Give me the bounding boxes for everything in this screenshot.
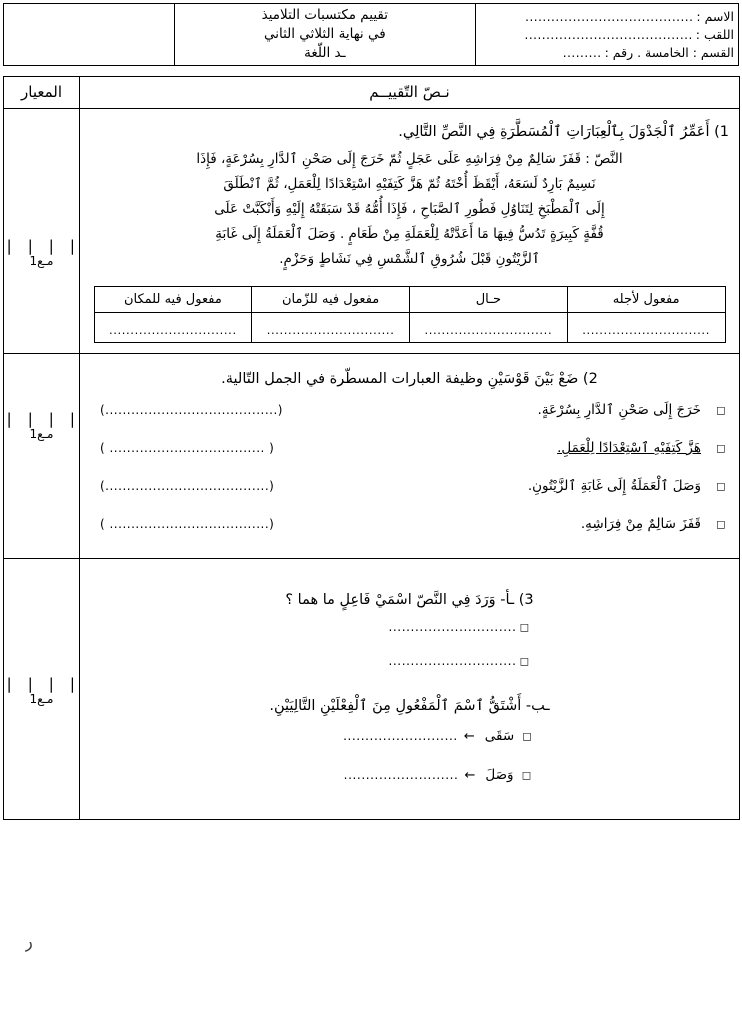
identity-row-class — [480, 44, 734, 62]
criterion-mark-1 — [4, 239, 79, 269]
question-3a-answer-field[interactable]: ............................. — [388, 620, 517, 634]
square-bullet-icon: ◻ — [716, 479, 726, 493]
question-1-cell — [80, 109, 740, 354]
question-2-item — [90, 514, 729, 535]
criterion-label-3: مـع1 — [29, 692, 54, 706]
arrow-left-icon: ← — [463, 729, 475, 744]
header-blank-cell — [4, 4, 175, 66]
identity-label-class: القسم : الخامسة . رقم : — [604, 44, 734, 60]
square-bullet-icon: ◻ — [519, 654, 530, 668]
question-2-sentence: هَزَّ كَتِفَيْهِ ٱسْتِعْدَادًا لِلْعَمَلِ. — [557, 440, 701, 456]
question-2-answer-field[interactable]: (......................................) — [100, 479, 275, 493]
square-bullet-icon: ◻ — [716, 403, 726, 417]
assessment-table-header-row — [4, 77, 740, 109]
criterion-2-cell — [4, 354, 80, 559]
question-2-title: 2) ضَعْ بَيْنَ قَوْسَيْنِ وظيفة العبارات المسطّرة في الجمل التّالية. — [221, 371, 598, 387]
grammar-grid-header: مفعول فيه للزّمان — [252, 287, 410, 313]
grammar-grid-header: مفعول لأجله — [567, 287, 725, 313]
grammar-grid-header-row — [94, 287, 725, 313]
grammar-grid-answer-field[interactable]: .............................. — [410, 313, 568, 343]
criterion-mark-2 — [4, 412, 79, 442]
question-3-block — [80, 559, 739, 819]
passage-line: قُفَّةٍ كَبِيرَةٍ تَدُسُّ فِيهَا مَا أَعَدَّتْهُ لِلْعَمَلَةِ مِنْ طَعَامٍ . وَصَلَ ٱلْعَمَلَةُ إِلَى غَابَةِ — [215, 226, 604, 242]
criterion-tally-1: | | | | — [4, 237, 79, 255]
grammar-grid-answer-field[interactable]: .............................. — [567, 313, 725, 343]
square-bullet-icon: ◻ — [716, 517, 726, 531]
question-3b-verb: سَقَى — [484, 728, 515, 744]
identity-label-name: الاسم : — [696, 8, 734, 24]
question-3b-row — [90, 764, 729, 787]
handwritten-mark-icon: ر — [22, 931, 35, 953]
question-2-sentence: وَصَلَ ٱلْعَمَلَةُ إِلَى غَابَةِ ٱلزَّيْتُونِ. — [527, 478, 701, 494]
criterion-label-2: مـع1 — [29, 427, 54, 441]
square-bullet-icon: ◻ — [522, 729, 533, 743]
exam-title-line-1: تقييم مكتسبات التلاميذ — [261, 7, 389, 23]
identity-row-name — [480, 8, 734, 26]
question-3b-row — [90, 725, 729, 748]
passage-line: نَسِيمٌ بَارِدٌ لَسَعَهُ، أَيْقَظَ أُخْتَهُ ثُمّ هَزَّ كَتِفَيْهِ اسْتِعْدَادًا لِلْعَمَلِ، ثُمَّ ٱنْطَلَقَ — [223, 176, 596, 192]
question-3-cell — [80, 559, 740, 820]
identity-label-surname: اللقب : — [695, 26, 734, 42]
question-3b-verb: وَصَلَ — [485, 767, 514, 783]
question-3a-answer-row — [90, 617, 729, 637]
question-2-sentence: قَفَزَ سَالِمٌ مِنْ فِرَاشِهِ. — [580, 516, 701, 532]
identity-field-name[interactable]: ....................................... — [525, 9, 694, 24]
header-row — [4, 4, 739, 66]
passage-text — [92, 147, 727, 272]
criterion-label-1: مـع1 — [29, 254, 54, 268]
exam-title-cell — [174, 4, 475, 66]
question-2-items — [90, 400, 729, 535]
column-header-text: نـصّ التّقييــم — [80, 77, 740, 109]
question-3a-answers — [90, 617, 729, 671]
square-bullet-icon: ◻ — [521, 768, 532, 782]
grammar-grid-answer-field[interactable]: .............................. — [94, 313, 252, 343]
square-bullet-icon: ◻ — [716, 441, 726, 455]
column-header-criterion: المعيار — [4, 77, 80, 109]
grammar-grid-header: حـال — [410, 287, 568, 313]
arrow-left-icon: ← — [464, 768, 476, 783]
identity-field-surname[interactable]: ....................................... — [524, 27, 693, 42]
question-3b-title: ـب- أَشْتَقُّ ٱسْمَ ٱلْمَفْعُولِ مِنَ ٱلْفِعْلَيْنِ التَّالِيَيْنِ. — [269, 698, 550, 714]
criterion-1-cell — [4, 109, 80, 354]
question-row-1 — [4, 109, 740, 354]
exam-title-line-3: ـد اللّغة — [304, 45, 346, 61]
identity-field-class[interactable]: ......... — [562, 45, 602, 60]
grammar-grid-answer-row — [94, 313, 725, 343]
identity-row-surname — [480, 26, 734, 44]
question-3a-title: 3) ـأ- وَرَدَ فِي النَّصّ اسْمَيْ فَاعِلٍ ما هما ؟ — [285, 592, 534, 608]
grammar-grid-table — [94, 286, 726, 343]
question-2-cell — [80, 354, 740, 559]
question-3a-answer-row — [90, 651, 729, 671]
question-1-title: 1) أَعَمِّرُ ٱلْجَدْوَلَ بِٱلْعِبَارَاتِ ٱلْمُسَطَّرَةِ فِي النَّصِّ التَّالِي. — [398, 124, 729, 140]
criterion-tally-2: | | | | — [4, 410, 79, 428]
passage-line: ٱلزَّيْتُونِ قَبْلَ شُرُوقِ ٱلشَّمْسِ فِي نَشَاطٍ وَحَزْمٍ. — [279, 251, 540, 267]
identity-cell — [475, 4, 738, 66]
criterion-3-cell — [4, 559, 80, 820]
question-row-3 — [4, 559, 740, 820]
question-2-answer-field[interactable]: (........................................) — [100, 403, 283, 417]
question-2-item — [90, 438, 729, 459]
grammar-grid-header: مفعول فيه للمكان — [94, 287, 252, 313]
criterion-tally-3: | | | | — [4, 675, 79, 693]
question-3b-answer-field[interactable]: .......................... — [343, 729, 458, 743]
assessment-table — [3, 76, 740, 820]
question-3b-answer-field[interactable]: .......................... — [343, 768, 459, 782]
question-row-2 — [4, 354, 740, 559]
question-2-item — [90, 476, 729, 497]
grammar-grid-answer-field[interactable]: .............................. — [252, 313, 410, 343]
square-bullet-icon: ◻ — [519, 620, 530, 634]
question-3b-derivations — [90, 725, 729, 787]
question-2-item — [90, 400, 729, 421]
student-header-table — [3, 3, 739, 66]
question-3a-answer-field[interactable]: ............................. — [388, 654, 517, 668]
question-2-sentence: خَرَجَ إِلَى صَحْنِ ٱلدَّارِ بِسُرْعَةٍ. — [537, 402, 701, 418]
bottom-spacer — [90, 803, 729, 813]
passage-line: النَّصّ : قَفَزَ سَالِمٌ مِنْ فِرَاشِهِ عَلَى عَجَلٍ ثُمّ خَرَجَ إِلَى صَحْنِ ٱلدَّارِ بِسُرْعَةٍ، فَإِذَا — [196, 151, 623, 167]
question-2-block — [80, 354, 739, 558]
question-1-block — [80, 109, 739, 353]
criterion-mark-3 — [4, 677, 79, 707]
question-2-answer-field[interactable]: ( .................................... ) — [100, 441, 275, 455]
question-2-answer-field[interactable]: (..................................... ) — [100, 517, 275, 531]
passage-line: إِلَى ٱلْمَطْبَخِ لِتَنَاوُلِ فَطُورِ ٱلصَّبَاحِ ، فَإِذَا أُمُّهُ قَدْ سَبَقَتْهُ إِلَيْهِ وَأَنْكَبَّتْ عَلَى — [214, 201, 605, 217]
exam-title-line-2: في نهاية الثلاثي الثاني — [263, 26, 386, 42]
